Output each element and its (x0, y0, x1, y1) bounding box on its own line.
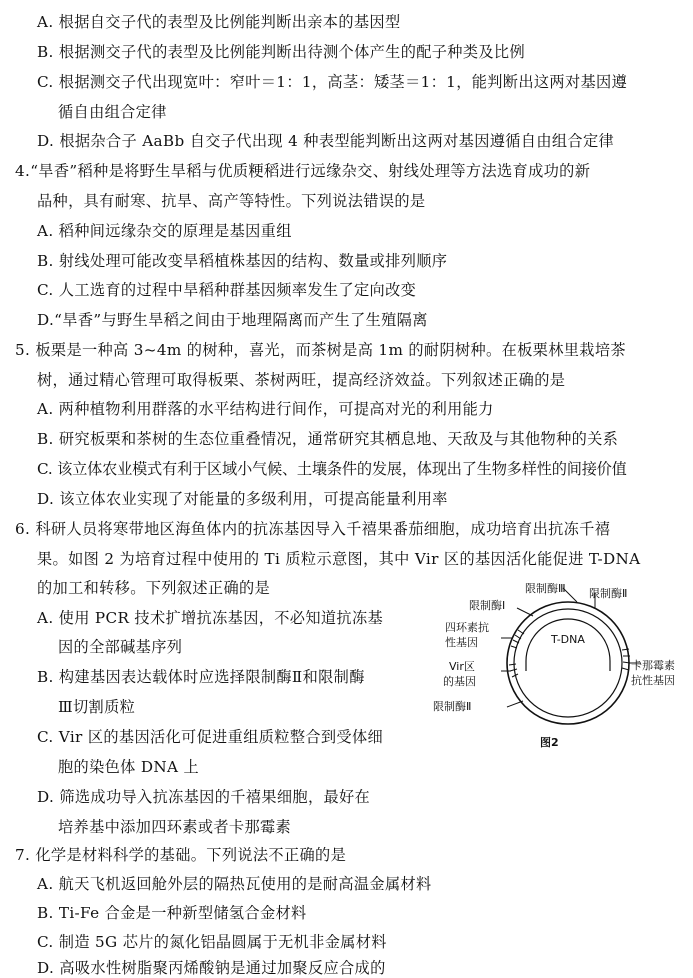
q4-option-a: A. 稻种间远缘杂交的原理是基因重组 (37, 222, 292, 240)
q6-option-a-cont: 因的全部碱基序列 (58, 638, 183, 656)
q7-option-a: A. 航天飞机返回舱外层的隔热瓦使用的是耐高温金属材料 (37, 875, 432, 893)
label-tdna: T-DNA (551, 633, 585, 646)
label-tet-line2: 性基因 (445, 636, 478, 649)
q4-stem-cont: 品种，具有耐寒、抗旱、高产等特性。下列说法错误的是 (37, 192, 426, 210)
label-enzyme1: 限制酶Ⅰ (469, 599, 506, 612)
q3-option-d: D. 根据杂合子 AaBb 自交子代出现 4 种表型能判断出这两对基因遵循自由组合定律 (37, 132, 615, 150)
q6-option-b-cont: Ⅲ切割质粒 (58, 698, 136, 716)
q7-option-b: B. Ti-Fe 合金是一种新型储氢合金材料 (37, 904, 307, 922)
label-kan-line1: 卡那霉素 (631, 659, 675, 672)
q6-option-b: B. 构建基因表达载体时应选择限制酶Ⅱ和限制酶 (37, 668, 365, 686)
q3-option-c: C. 根据测交子代出现宽叶：窄叶＝1：1，高茎：矮茎＝1：1，能判断出这两对基因遵 (37, 73, 628, 91)
q5-option-c: C. 该立体农业模式有利于区域小气候、土壤条件的发展，体现出了生物多样性的间接价值 (37, 460, 627, 478)
label-kan-line2: 抗性基因 (631, 674, 675, 687)
label-vir-line1: Vir区 (449, 660, 475, 673)
q4-option-d: D.“旱香”与野生旱稻之间由于地理隔离而产生了生殖隔离 (37, 311, 428, 329)
q6-stem-cont-1: 果。如图 2 为培育过程中使用的 Ti 质粒示意图，其中 Vir 区的基因活化能促进 T-DNA (37, 550, 641, 568)
q6-option-c-cont: 胞的染色体 DNA 上 (58, 758, 200, 776)
label-tet-line1: 四环素抗 (445, 621, 489, 634)
q5-option-a: A. 两种植物利用群落的水平结构进行间作，可提高对光的利用能力 (37, 400, 494, 418)
q6-option-d-cont: 培养基中添加四环素或者卡那霉素 (58, 818, 292, 836)
q5-option-d: D. 该立体农业实现了对能量的多级利用，可提高能量利用率 (37, 490, 448, 508)
q6-option-c: C. Vir 区的基因活化可促进重组质粒整合到受体细 (37, 728, 384, 746)
q7-stem: 7. 化学是材料科学的基础。下列说法不正确的是 (15, 846, 347, 864)
q6-option-a: A. 使用 PCR 技术扩增抗冻基因，不必知道抗冻基 (37, 609, 384, 627)
q6-option-d: D. 筛选成功导入抗冻基因的千禧果细胞，最好在 (37, 788, 371, 806)
enzyme2-bottom-leader (507, 701, 523, 707)
q3-option-a: A. 根据自交子代的表型及比例能判断出亲本的基因型 (37, 13, 401, 31)
q6-stem-cont-2: 的加工和转移。下列叙述正确的是 (37, 579, 271, 597)
q5-option-b: B. 研究板栗和茶树的生态位重叠情况，通常研究其栖息地、天敌及与其他物种的关系 (37, 430, 619, 448)
label-enzyme3: 限制酶Ⅲ (525, 583, 566, 595)
q5-stem: 5. 板栗是一种高 3~4m 的树种，喜光，而茶树是高 1m 的耐阴树种。在板栗林里栽培茶 (15, 341, 626, 359)
q7-option-d: D. 高吸水性树脂聚丙烯酸钠是通过加聚反应合成的 (37, 959, 386, 977)
q5-stem-cont: 树，通过精心管理可取得板栗、茶树两旺，提高经济效益。下列叙述正确的是 (37, 371, 566, 389)
q4-option-b: B. 射线处理可能改变旱稻植株基因的结构、数量或排列顺序 (37, 252, 448, 270)
q4-option-c: C. 人工选育的过程中旱稻种群基因频率发生了定向改变 (37, 281, 417, 299)
enzyme1-leader (517, 608, 533, 616)
plasmid-outer-ring (507, 602, 629, 724)
label-enzyme2-bottom: 限制酶Ⅱ (433, 700, 472, 713)
q3-option-c-cont: 循自由组合定律 (58, 103, 167, 121)
label-enzyme2-top: 限制酶Ⅱ (589, 587, 628, 600)
q4-stem: 4.“旱香”稻种是将野生旱稻与优质粳稻进行远缘杂交、射线处理等方法选育成功的新 (15, 162, 591, 180)
label-vir-line2: 的基因 (443, 675, 476, 688)
q6-stem: 6. 科研人员将寒带地区海鱼体内的抗冻基因导入千禧果番茄细胞，成功培育出抗冻千禧 (15, 520, 611, 538)
q3-option-b: B. 根据测交子代的表型及比例能判断出待测个体产生的配子种类及比例 (37, 43, 525, 61)
plasmid-inner-ring (514, 609, 622, 717)
q7-option-c: C. 制造 5G 芯片的氮化铝晶圆属于无机非金属材料 (37, 933, 387, 951)
figure-caption: 图2 (540, 736, 559, 749)
ti-plasmid-figure (425, 583, 687, 753)
